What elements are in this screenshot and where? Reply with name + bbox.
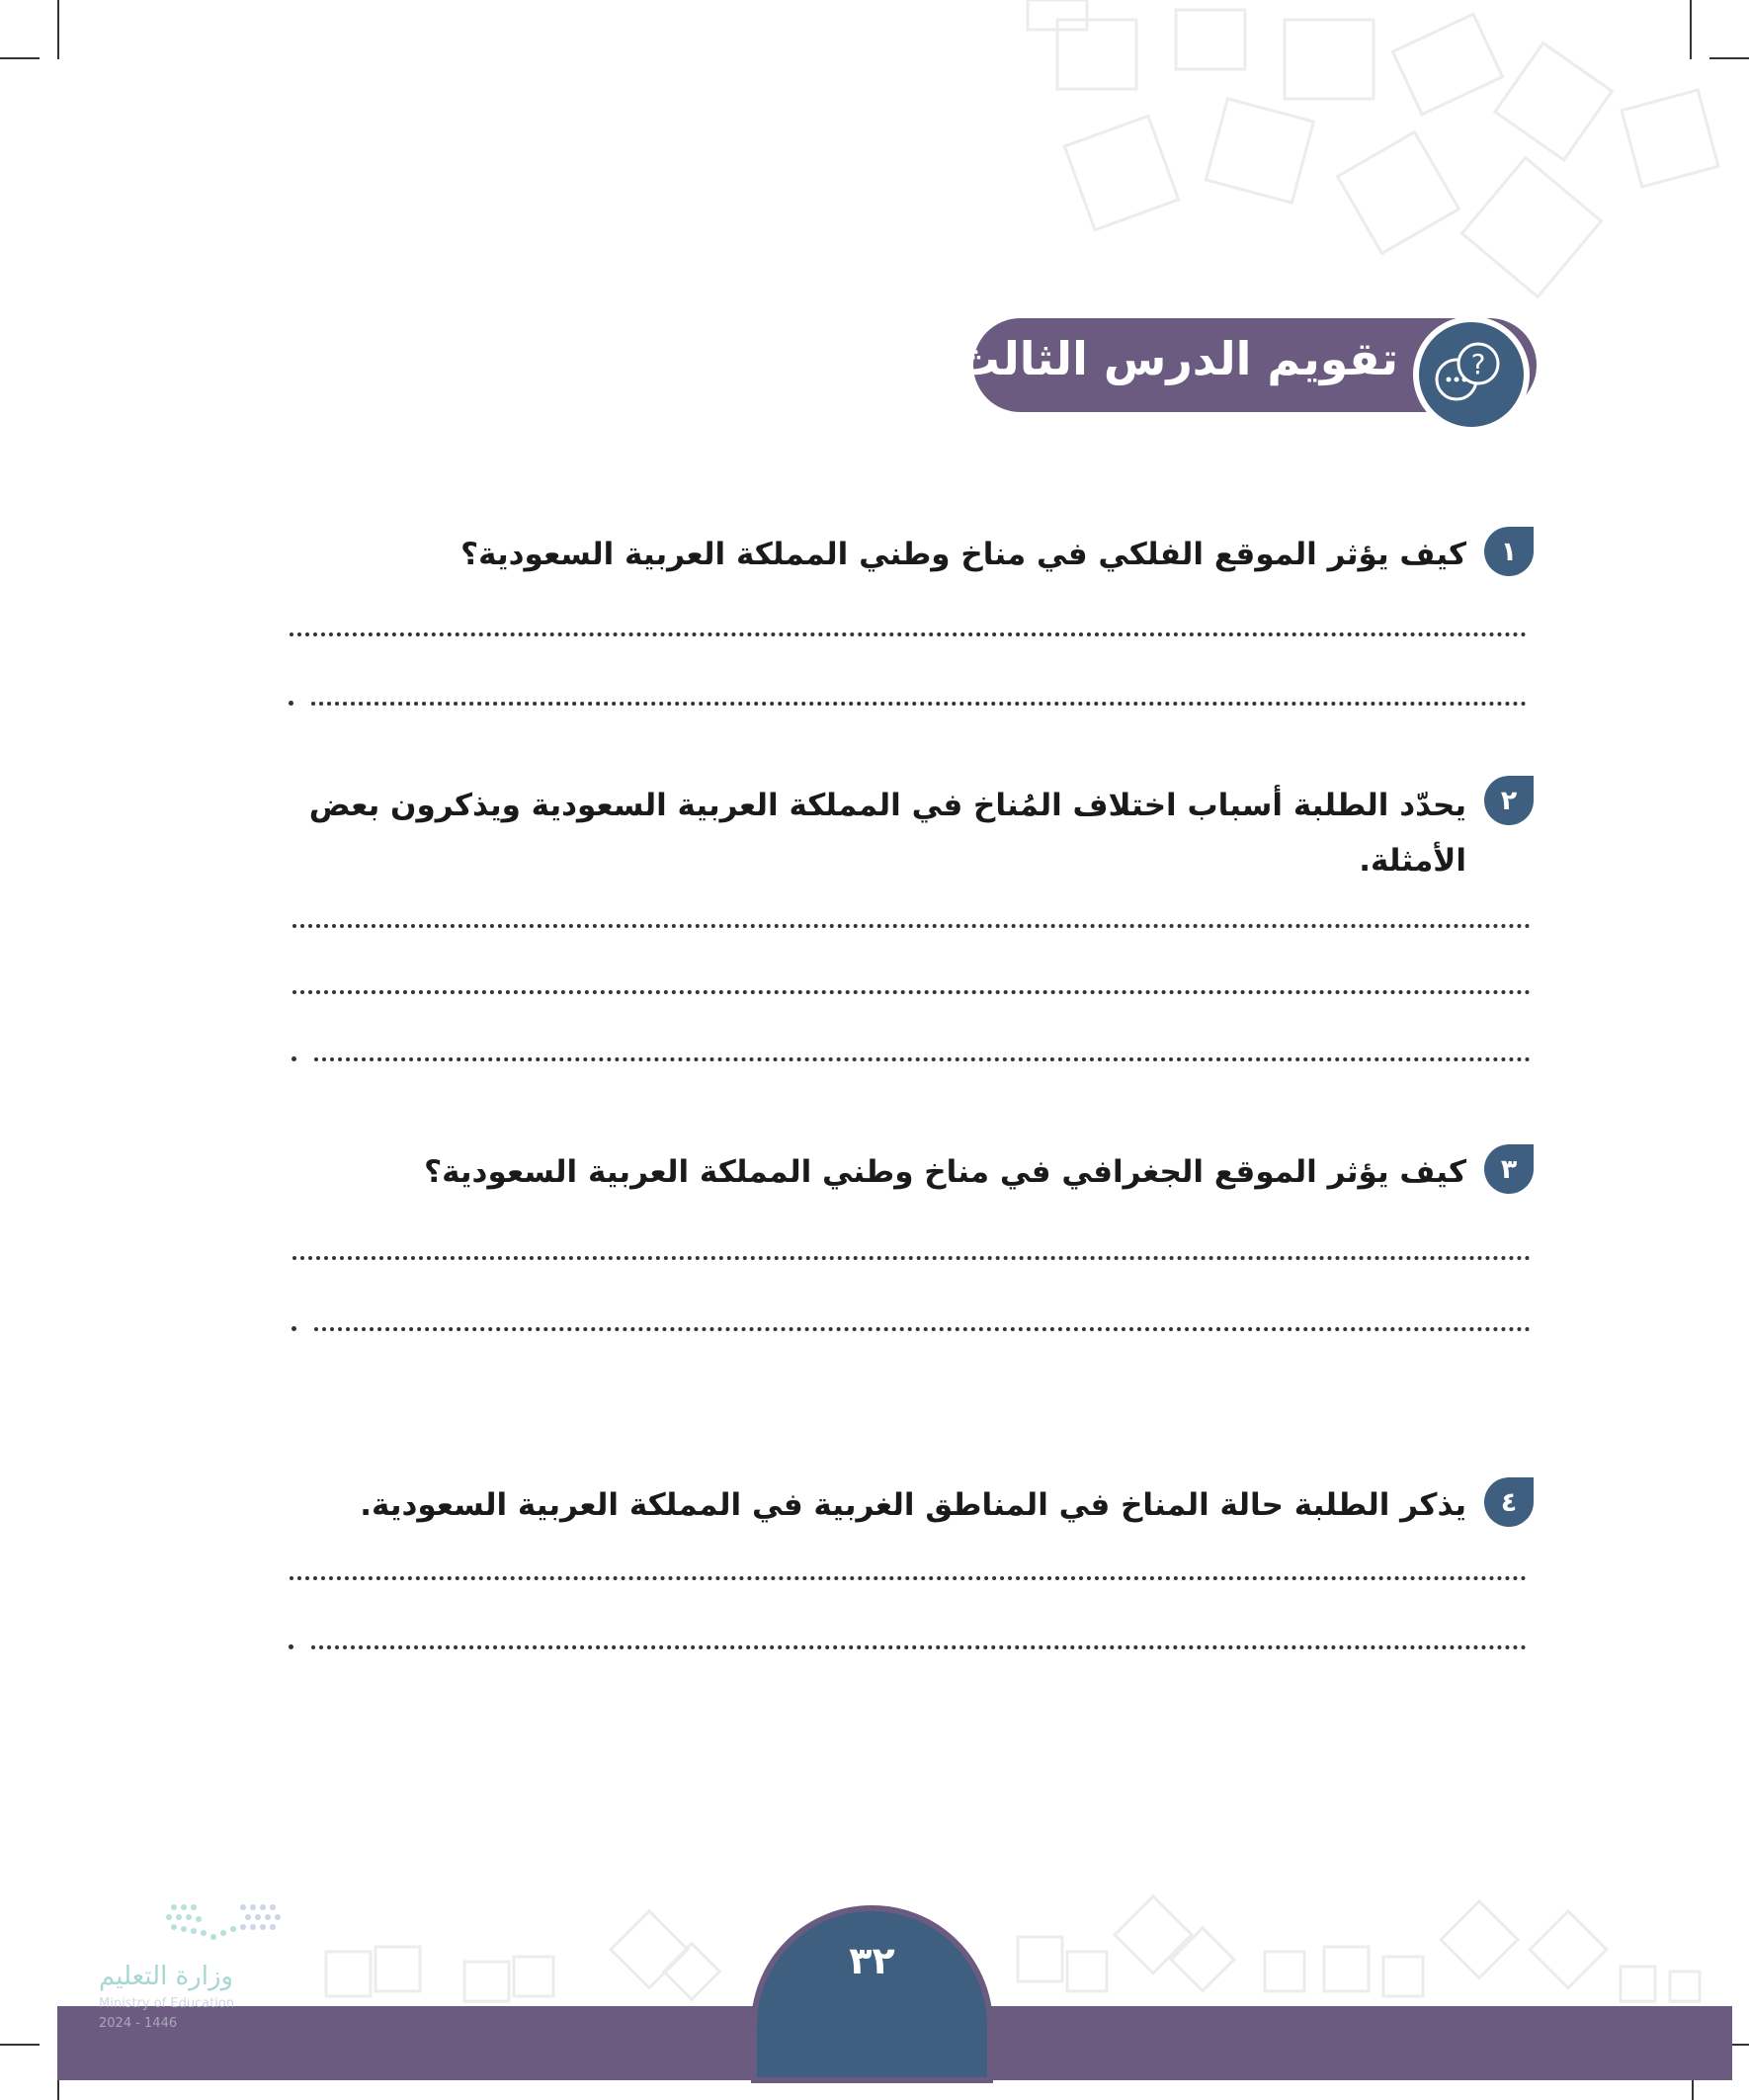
question-number: ٣ <box>1484 1144 1534 1194</box>
ministry-name-english: Ministry of Education <box>99 1996 235 2011</box>
question-text: يذكر الطلبة حالة المناخ في المناطق الغربية في المملكة العربية السعودية. <box>360 1487 1466 1523</box>
page-title: تقويم الدرس الثالث <box>954 332 1398 385</box>
answer-line[interactable] <box>314 1057 1531 1061</box>
question-text: كيف يؤثر الموقع الفلكي في مناخ وطني المملكة العربية السعودية؟ <box>460 537 1466 572</box>
answer-line[interactable] <box>314 1327 1531 1331</box>
svg-text:?: ? <box>1470 348 1486 380</box>
question-number: ٤ <box>1484 1477 1534 1527</box>
question-bubble-icon <box>1413 316 1530 433</box>
answer-line[interactable] <box>290 632 1527 636</box>
answer-line[interactable] <box>292 924 1531 928</box>
line-end-dot <box>289 701 293 706</box>
question-4 <box>289 1477 1534 1537</box>
question-3 <box>289 1144 1534 1204</box>
page-number: ٣٢ <box>849 1939 895 1982</box>
question-text: يحدّد الطلبة أسباب اختلاف المُناخ في المملكة العربية السعودية ويذكرون بعض الأمثلة. <box>308 788 1466 879</box>
ministry-name-arabic: وزارة التعليم <box>99 1962 234 1991</box>
answer-line[interactable] <box>292 990 1531 994</box>
question-1 <box>318 527 1534 586</box>
question-number: ١ <box>1484 527 1534 576</box>
question-2 <box>289 776 1534 884</box>
answer-line[interactable] <box>292 1256 1531 1260</box>
line-end-dot <box>292 1056 296 1061</box>
question-text: كيف يؤثر الموقع الجغرافي في مناخ وطني المملكة العربية السعودية؟ <box>424 1154 1466 1190</box>
answer-line[interactable] <box>290 1576 1527 1580</box>
edition-year: 2024 - 1446 <box>99 2016 178 2031</box>
answer-line[interactable] <box>311 702 1527 706</box>
answer-line[interactable] <box>311 1645 1527 1649</box>
question-number: ٢ <box>1484 776 1534 825</box>
line-end-dot <box>292 1326 296 1331</box>
line-end-dot <box>289 1644 293 1649</box>
